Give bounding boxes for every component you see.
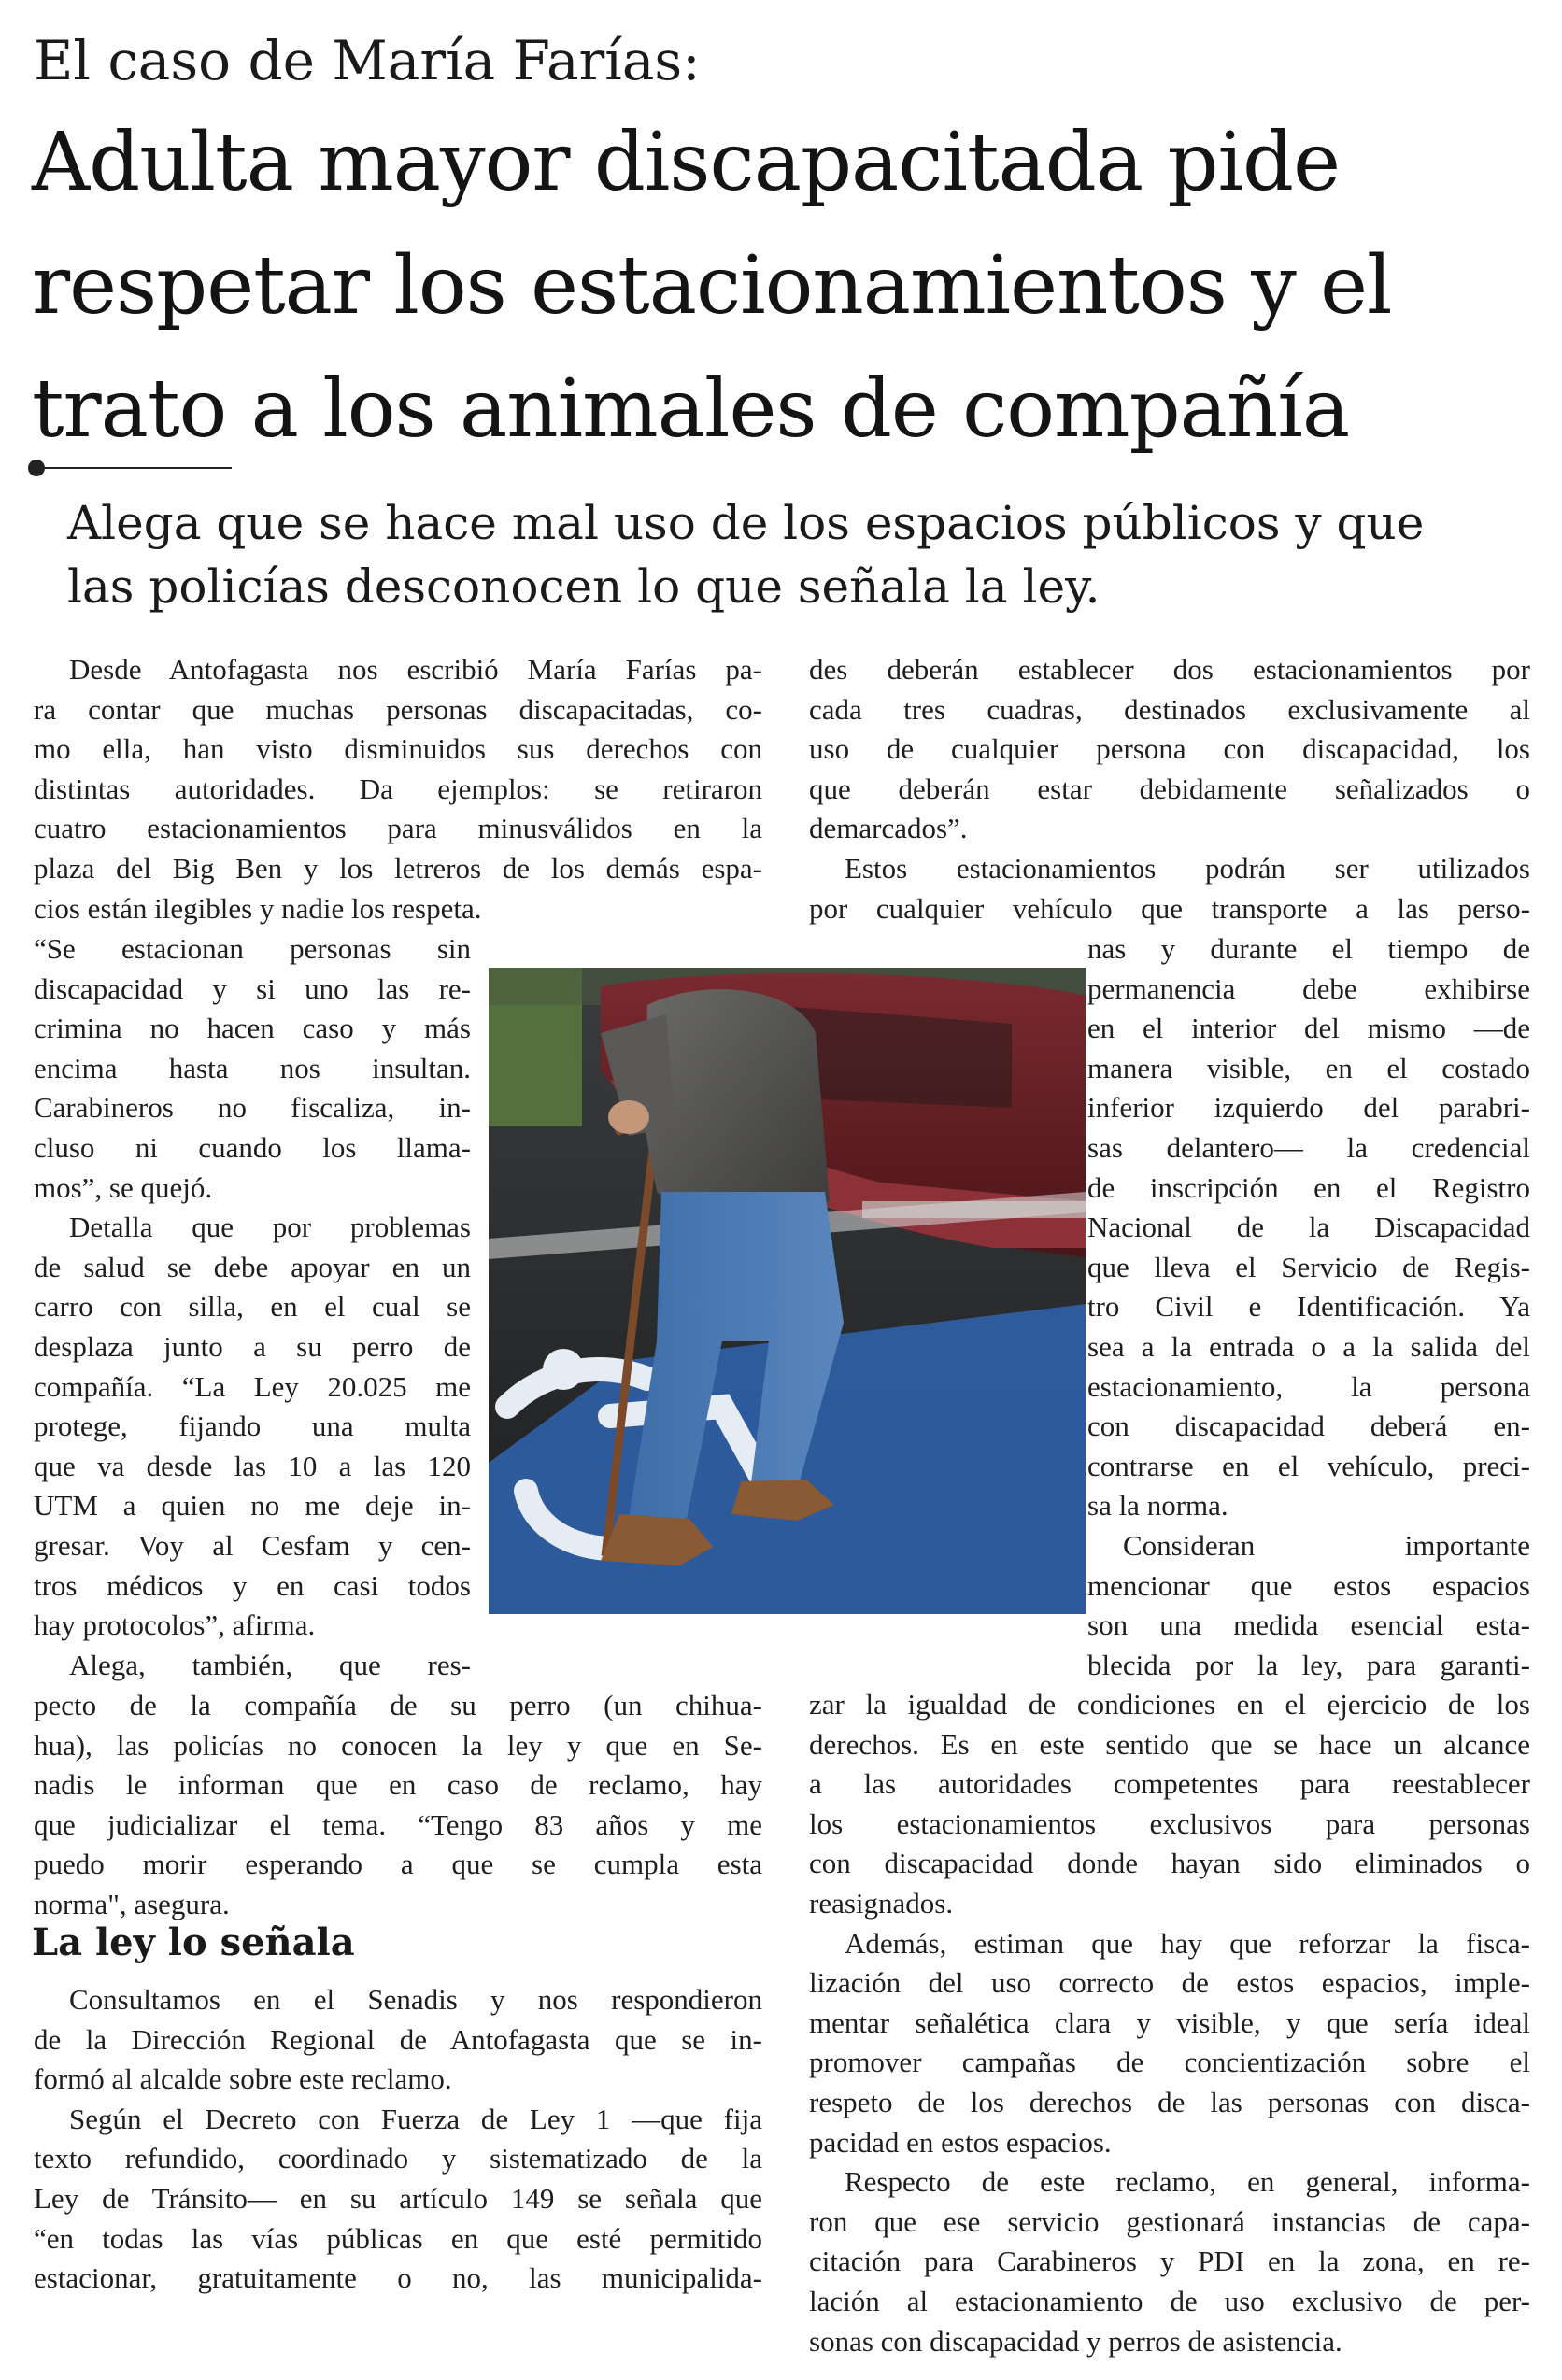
text-line: texto refundido, coordinado y sistematizado de la [34,2142,762,2175]
text-line: en el interior del mismo —de [1087,1012,1530,1045]
headline-line: trato a los animales de compañía [32,362,1350,456]
text-line: “en todas las vías públicas en que esté permitido [34,2221,762,2255]
text-line: lación al estacionamiento de uso exclusivo de per- [809,2284,1530,2317]
text-line: estacionar, gratuitamente o no, las municipalida- [34,2261,762,2295]
text-line: zar la igualdad de condiciones en el ejercicio de los [809,1688,1530,1721]
text-line: pecto de la compañía de su perro (un chihua- [34,1689,762,1721]
text-line: Detalla que por problemas [69,1211,471,1244]
text-line: que lleva el Servicio de Regis- [1087,1250,1530,1283]
text-line: Alega, también, que res- [69,1648,471,1681]
section-subhead: La ley lo señala [32,1920,355,1964]
text-line: mencionar que estos espacios [1087,1568,1530,1602]
text-line: crimina no hacen caso y más [34,1012,471,1045]
text-line: encima hasta nos insultan. [34,1051,471,1084]
text-line: cluso ni cuando los llama- [34,1130,471,1164]
text-line: hua), las policías no conocen la ley y que en Se- [34,1728,762,1762]
divider-dot [28,460,45,476]
article-photo [489,968,1086,1614]
text-line: Respecto de este reclamo, en general, informa- [845,2165,1530,2199]
text-line: de salud se debe apoyar en un [34,1250,471,1283]
deck-line: Alega que se hace mal uso de los espacios públicos y que [67,496,1425,550]
text-line: cada tres cuadras, destinados exclusivamente al [809,692,1530,726]
deck [67,491,1525,618]
headline [32,101,1545,471]
text-line: los estacionamientos exclusivos para personas [809,1806,1530,1840]
text-line: que judicializar el tema. “Tengo 83 años y me [34,1807,762,1841]
text-line: mentar señalética clara y visible, y que sería ideal [809,2005,1530,2039]
text-line: con discapacidad donde hayan sido eliminados o [809,1847,1530,1880]
text-line: blecida por la ley, para garanti- [1087,1648,1530,1681]
text-line: nas y durante el tiempo de [1087,932,1530,965]
text-line: “Se estacionan personas sin [34,932,471,965]
text-line: pacidad en estos espacios. [809,2125,1112,2159]
text-line: Además, estiman que hay que reforzar la fisca- [845,1926,1530,1960]
text-line: sa la norma. [1087,1489,1228,1523]
text-line: UTM a quien no me deje in- [34,1489,471,1523]
left-column-bottom [34,1686,762,1925]
text-line: Nacional de la Discapacidad [1087,1211,1530,1244]
text-line: de inscripción en el Registro [1087,1170,1530,1204]
text-line: que va desde las 10 a las 120 [34,1449,471,1482]
text-line: lización del uso correcto de estos espacios, imple- [809,1966,1530,2000]
deck-line: las policías desconocen lo que señala la ley. [67,560,1100,614]
text-line: manera visible, en el costado [1087,1051,1530,1084]
right-column-bottom [809,1685,1530,2361]
text-line: ron que ese servicio gestionará instancias de capa- [809,2204,1530,2238]
text-line: tros médicos y en casi todos [34,1568,471,1602]
kicker: El caso de María Farías: [34,29,701,92]
text-line: Carabineros no fiscaliza, in- [34,1091,471,1125]
text-line: estacionamiento, la persona [1087,1369,1530,1403]
right-column-narrow [1087,929,1530,1685]
text-line: protege, fijando una multa [34,1410,471,1443]
text-line: plaza del Big Ben y los letreros de los demás espa- [34,851,762,885]
text-line: mos”, se quejó. [34,1170,213,1204]
right-column-top [809,650,1530,928]
text-line: Consultamos en el Senadis y nos respondieron [69,1983,762,2016]
text-line: Según el Decreto con Fuerza de Ley 1 —que fija [69,2102,762,2135]
text-line: Desde Antofagasta nos escribió María Farías pa- [69,653,762,686]
headline-line: respetar los estacionamientos y el [32,239,1392,333]
text-line: gresar. Voy al Cesfam y cen- [34,1528,471,1562]
text-line: formó al alcalde sobre este reclamo. [34,2062,452,2096]
text-line: carro con silla, en el cual se [34,1290,471,1324]
text-line: uso de cualquier persona con discapacidad, los [809,732,1530,766]
text-line: cios están ilegibles y nadie los respeta. [34,891,482,925]
headline-line: Adulta mayor discapacitada pide [32,116,1340,209]
left-column-law [34,1980,762,2299]
text-line: citación para Carabineros y PDI en la zona, en re- [809,2245,1530,2278]
text-line: con discapacidad deberá en- [1087,1410,1530,1443]
text-line: reasignados. [809,1886,954,1920]
text-line: des deberán establecer dos estacionamientos por [809,653,1530,686]
text-line: permanencia debe exhibirse [1087,971,1530,1005]
text-line: contrarse en el vehículo, preci- [1087,1449,1530,1482]
text-line: sea a la entrada o a la salida del [1087,1329,1530,1363]
text-line: inferior izquierdo del parabri- [1087,1091,1530,1125]
text-line: mo ella, han visto disminuidos sus derechos con [34,732,762,766]
text-line: desplaza junto a su perro de [34,1329,471,1363]
text-line: demarcados”. [809,812,968,845]
text-line: derechos. Es en este sentido que se hace un alcance [809,1727,1530,1761]
text-line: respeto de los derechos de las personas con disca- [809,2085,1530,2118]
text-line: norma", asegura. [34,1887,230,1920]
text-line: discapacidad y si uno las re- [34,971,471,1005]
left-column-top [34,650,762,928]
text-line: distintas autoridades. Da ejemplos: se retiraron [34,772,762,805]
text-line: sas delantero— la credencial [1087,1130,1530,1164]
text-line: nadis le informan que en caso de reclamo, hay [34,1768,762,1802]
text-line: son una medida esencial esta- [1087,1608,1530,1642]
left-column-narrow [34,929,471,1685]
text-line: cuatro estacionamientos para minusválidos en la [34,812,762,845]
text-line: que deberán estar debidamente señalizados o [809,772,1530,805]
text-line: tro Civil e Identificación. Ya [1087,1290,1530,1324]
divider-rule [28,467,232,469]
text-line: hay protocolos”, afirma. [34,1608,316,1642]
text-line: Estos estacionamientos podrán ser utilizados [845,851,1530,885]
text-line: compañía. “La Ley 20.025 me [34,1369,471,1403]
text-line: puedo morir esperando a que se cumpla esta [34,1848,762,1881]
text-line: promover campañas de concientización sobre el [809,2046,1530,2079]
text-line: de la Dirección Regional de Antofagasta que se in- [34,2022,762,2056]
text-line: Ley de Tránsito— en su artículo 149 se señala que [34,2181,762,2215]
text-line: Consideran importante [1123,1528,1530,1562]
text-line: a las autoridades competentes para reestablecer [809,1767,1530,1801]
text-line: sonas con discapacidad y perros de asistencia. [809,2324,1342,2358]
text-line: por cualquier vehículo que transporte a las perso- [809,891,1530,925]
text-line: ra contar que muchas personas discapacitadas, co- [34,692,762,726]
